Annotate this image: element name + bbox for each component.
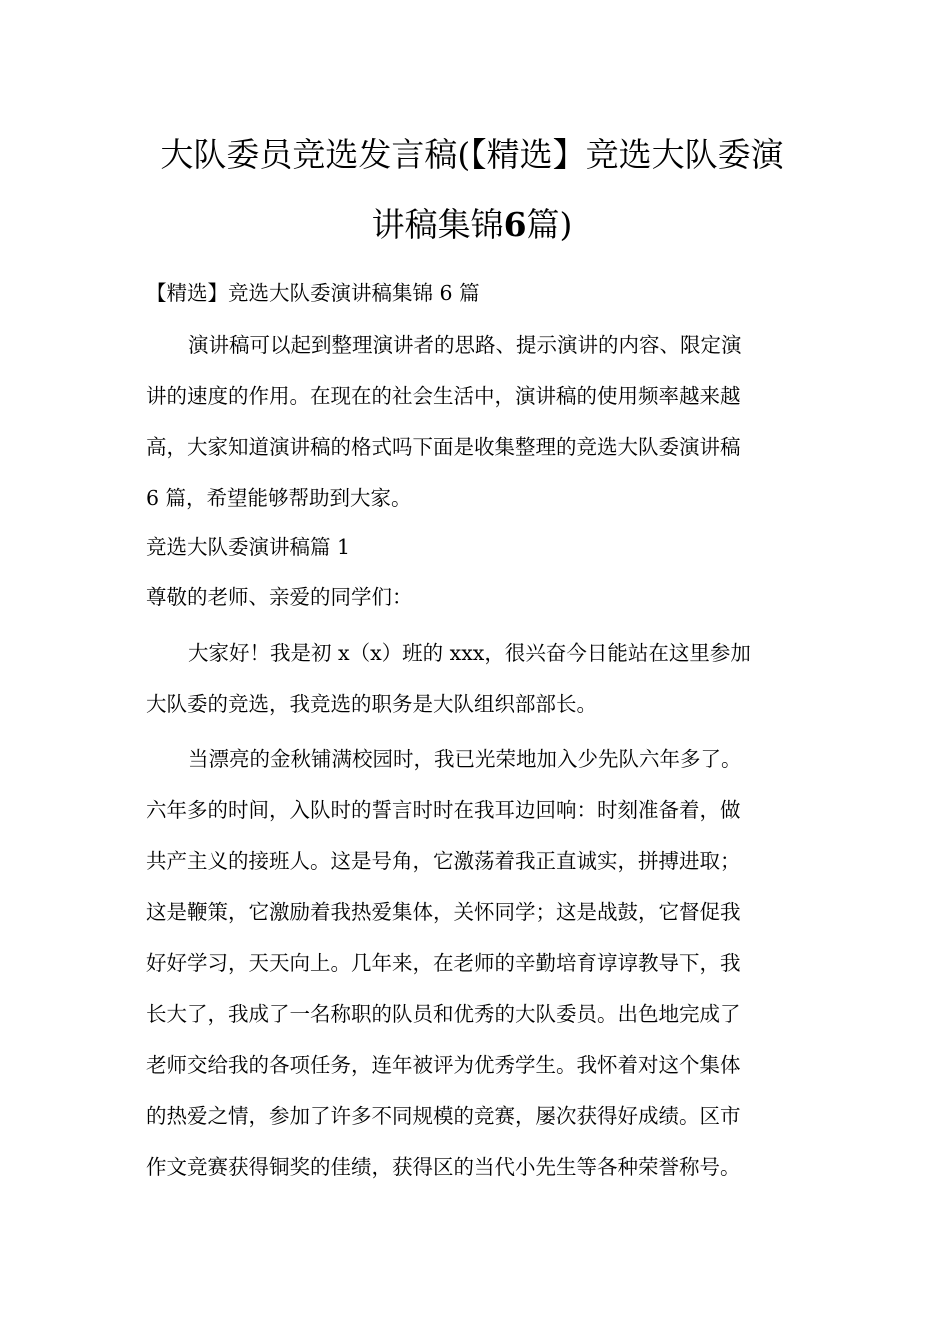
paragraph-line: 作文竞赛获得铜奖的佳绩，获得区的当代小先生等各种荣誉称号。 bbox=[146, 1155, 741, 1179]
title-line-1: 大队委员竞选发言稿(【精选】竞选大队委演 bbox=[160, 135, 784, 174]
paragraph-line: 共产主义的接班人。这是号角，它激荡着我正直诚实，拼搏进取； bbox=[146, 849, 741, 873]
title-number: 6 bbox=[503, 205, 527, 244]
document-title bbox=[146, 120, 798, 260]
paragraph-line: 长大了，我成了一名称职的队员和优秀的大队委员。出色地完成了 bbox=[146, 1002, 741, 1026]
title-line-2 bbox=[146, 190, 798, 260]
paragraph-line: 这是鞭策，它激励着我热爱集体，关怀同学；这是战鼓，它督促我 bbox=[146, 900, 741, 924]
title-line-2-text: 讲稿集锦 bbox=[371, 205, 504, 244]
intro-paragraph bbox=[146, 320, 798, 524]
title-line-2-end: 篇) bbox=[526, 205, 573, 244]
paragraph-line: 大队委的竞选，我竞选的职务是大队组织部部长。 bbox=[146, 692, 597, 716]
paragraph-line: 大家好！我是初 x（x）班的 xxx，很兴奋今日能站在这里参加 bbox=[188, 641, 751, 665]
paragraph-line: 六年多的时间，入队时的誓言时时在我耳边回响：时刻准备着，做 bbox=[146, 798, 741, 822]
paragraph-line: 好好学习，天天向上。几年来，在老师的辛勤培育谆谆教导下，我 bbox=[146, 951, 741, 975]
document-content bbox=[146, 270, 798, 1193]
paragraph-line: 老师交给我的各项任务，连年被评为优秀学生。我怀着对这个集体 bbox=[146, 1053, 741, 1077]
paragraph-line: 高，大家知道演讲稿的格式吗下面是收集整理的竞选大队委演讲稿 bbox=[146, 435, 741, 459]
salutation: 尊敬的老师、亲爱的同学们： bbox=[146, 585, 413, 609]
paragraph-line: 当漂亮的金秋铺满校园时，我已光荣地加入少先队六年多了。 bbox=[188, 747, 742, 771]
paragraph-line: 6 篇，希望能够帮助到大家。 bbox=[146, 486, 412, 510]
document-page bbox=[146, 0, 798, 260]
paragraph-line: 演讲稿可以起到整理演讲者的思路、提示演讲的内容、限定演 bbox=[188, 333, 742, 357]
paragraph-1 bbox=[146, 628, 798, 730]
section-heading: 竞选大队委演讲稿篇 1 bbox=[146, 535, 351, 559]
subtitle: 【精选】竞选大队委演讲稿集锦 6 篇 bbox=[146, 281, 480, 305]
paragraph-2 bbox=[146, 734, 798, 1193]
paragraph-line: 的热爱之情，参加了许多不同规模的竞赛，屡次获得好成绩。区市 bbox=[146, 1104, 741, 1128]
paragraph-line: 讲的速度的作用。在现在的社会生活中，演讲稿的使用频率越来越 bbox=[146, 384, 741, 408]
